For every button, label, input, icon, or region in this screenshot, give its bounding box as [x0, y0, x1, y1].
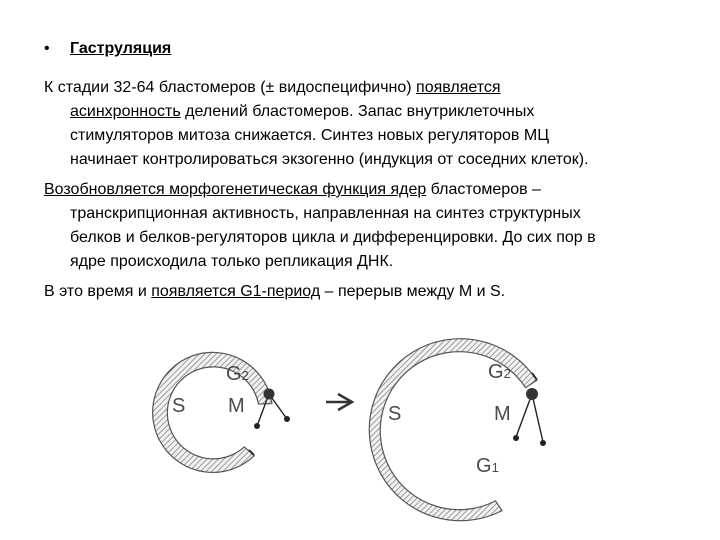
paragraph-line [44, 76, 694, 100]
left-daughter-dot [254, 423, 260, 429]
paragraph-asynchrony [44, 76, 694, 172]
left-daughter-dot [284, 416, 290, 422]
transition-arrow [326, 394, 352, 410]
right-cell-cycle [369, 339, 546, 521]
slide-heading [44, 40, 171, 58]
underlined-text: Возобновляется морфогенетическая функция ядер [44, 181, 427, 198]
right-spindle-line [516, 394, 532, 437]
text-run: К стадии 32-64 бластомеров (± видоспецифично) [44, 79, 417, 96]
paragraph-line: транскрипционная активность, направленная на синтез структурных [70, 205, 581, 222]
underlined-text: появляется G1-период [151, 283, 321, 300]
text-run: В это время и [44, 283, 152, 300]
paragraph-g1-period [44, 280, 694, 304]
cell-cycle-drawing [140, 322, 580, 536]
underlined-text: появляется [416, 79, 501, 96]
left-m-label: M [228, 395, 245, 417]
left-centrosome-dot [264, 389, 275, 400]
paragraph-morphogenetic [44, 178, 694, 274]
text-run: бластомеров – [426, 181, 541, 198]
right-cycle-ring [369, 339, 536, 521]
paragraph-line: стимуляторов митоза снижается. Синтез новых регуляторов МЦ [70, 127, 550, 144]
left-s-label: S [172, 395, 186, 417]
right-centrosome-dot [526, 388, 538, 400]
paragraph-line: белков и белков-регуляторов цикла и дифференцировки. До сих пор в [70, 229, 596, 246]
text-run: делений бластомеров. Запас внутриклеточных [180, 103, 535, 120]
text-run: – перерыв между М и S. [320, 283, 506, 300]
cell-cycle-diagram [140, 322, 580, 536]
bullet-icon: • [44, 40, 50, 57]
right-g1-label: G1 [476, 455, 499, 477]
heading-title: Гаструляция [70, 40, 172, 57]
paragraph-line: ядре происходила только репликация ДНК. [70, 253, 394, 270]
right-spindle-line [532, 394, 543, 442]
right-m-label: M [494, 403, 511, 425]
right-g2-label: G2 [488, 361, 511, 383]
right-daughter-dot [513, 435, 519, 441]
right-s-label: S [388, 403, 402, 425]
right-daughter-dot [540, 440, 546, 446]
paragraph-line [44, 280, 694, 304]
paragraph-line [44, 178, 694, 202]
paragraph-line: начинает контролироваться экзогенно (индукция от соседних клеток). [70, 151, 589, 168]
underlined-text: асинхронность [70, 103, 181, 120]
left-g2-label: G2 [226, 363, 249, 385]
paragraph-line [44, 100, 694, 124]
